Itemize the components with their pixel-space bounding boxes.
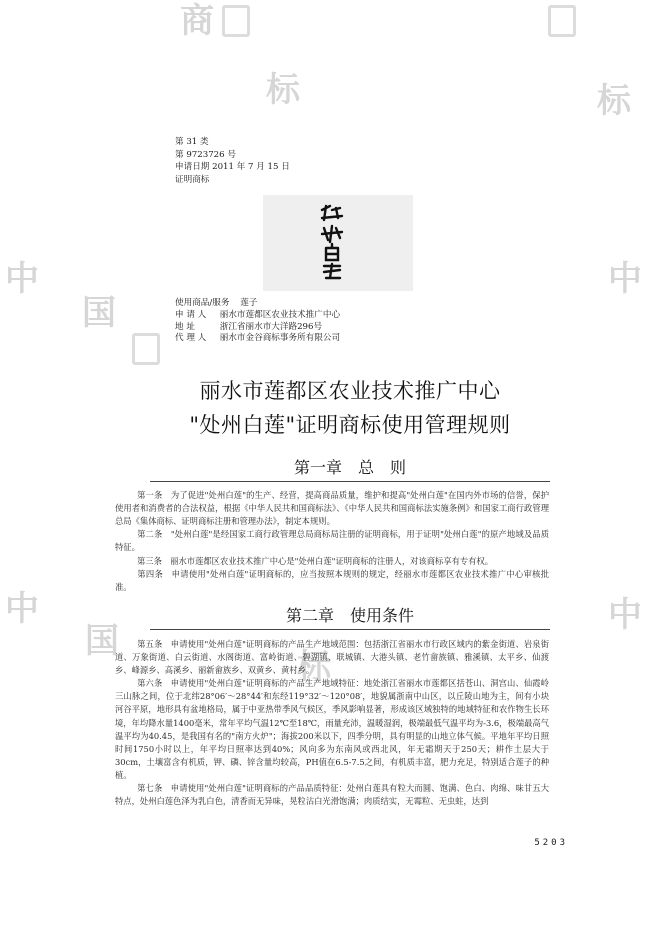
class-line: 第 31 类 — [175, 137, 209, 147]
chapter1-article4-text: 第四条 申请使用"处州白莲"证明商标的，应当按照本规则的规定，经丽水市莲都区农业技术推广中心审核批准。 — [115, 569, 549, 593]
chapter2-article7-text: 第七条 申请使用"处州白莲"证明商标的产品品质特征：处州白莲具有粒大而圆、饱满、色白、肉绵、味甘五大特点，处州白莲色泽为乳白色，清香而无异味，晃粒沾白光滑饱满；肉质结实，无霉粒、无虫蛀，达到 — [115, 783, 549, 807]
goods-key: 使用商品/服务 — [175, 298, 230, 308]
chapter1-rule — [150, 481, 550, 482]
chapter1-article1 — [115, 489, 549, 529]
watermark-biao: 标 — [266, 70, 300, 110]
chapter2-article5 — [115, 638, 549, 678]
application-date: 申请日期 2011 年 7 月 15 日 — [175, 162, 290, 173]
chapter1-heading — [150, 455, 550, 478]
chapter1-article3 — [115, 555, 549, 568]
chapter1-article1-text: 第一条 为了促进"处州白莲"的生产、经营，提高商品质量，维护和提高"处州白莲"在国内外市场的信誉，保护使用者和消费者的合法权益，根据《中华人民共和国商标法》、《中华人民共和国商标法实施条例》和国家工商行政管理总局《集体商标、证明商标注册和管理办法》，制定本规则。 — [115, 490, 549, 527]
chapter2-article6-text: 第六条 申请使用"处州白莲"证明商标的产品生产地域特征：地处浙江省丽水市莲都区括苍山、洞宫山、仙霞岭三山脉之间，位于北纬28°06′～28°44′和东经119°32′～120°08′，地貌属浙南中山区，以丘陵山地为主，间有小块河谷平原，地形具有盆地格局，属于中亚热带季风气候区，季风影响显著，形成该区域独特的地域特征和农作物生长环境，年均降水量1400毫米，常年平均气温12℃至18℃，雨量充沛，温暖湿润，极端最低气温平均为-3.6，极端最高气温平均为40.45，是我国有名的"南方火炉"；海拔200米以下，四季分明，具有明显的山地立体气候。平地年平均日照时间1750小时以上，年平均日照率达到40%；风向多为东南风或西北风，年无霜期天于250天；耕作土层大于30cm，土壤富含有机质，钾、磷、锌含量均较高，PH值在6.5-7.5之间，有机质丰富，肥力充足，特别适合莲子的种植。 — [115, 678, 549, 781]
applicant-line — [175, 310, 340, 322]
applicant-value: 丽水市莲都区农业技术推广中心 — [219, 309, 341, 320]
chapter1-article2 — [115, 528, 549, 554]
chapter2-heading — [150, 603, 550, 626]
address-value: 浙江省丽水市大洋路296号 — [219, 321, 323, 332]
chapter2-article7 — [115, 782, 549, 808]
registration-meta — [175, 136, 290, 187]
applicant-key: 申 请 人 — [175, 309, 207, 320]
agent-value: 丽水市金谷商标事务所有限公司 — [219, 333, 341, 344]
watermark-guo: 国 — [85, 621, 119, 661]
watermark-biao: 标 — [297, 647, 331, 687]
page-number: 5203 — [534, 838, 568, 848]
document-title-line1: 丽水市莲都区农业技术推广中心 — [199, 379, 501, 403]
watermark-biao: 标 — [597, 81, 631, 121]
chapter1-article4 — [115, 568, 549, 594]
chapter2-article5-text: 第五条 申请使用"处州白莲"证明商标的产品生产地域范围：包括浙江省丽水市行政区域内的紫金街道、岩泉街道、万象街道、白云街道、水阁街道、富岭街道、碧湖镇、联城镇、大港头镇、老竹畲族镇、雅溪镇、太平乡、仙渡乡、峰源乡、高溪乡、丽新畲族乡、双黄乡、黄村乡。 — [115, 639, 549, 676]
address-line — [175, 322, 340, 334]
watermark-zhong: 中 — [5, 589, 39, 629]
chapter1-article3-text: 第三条 丽水市莲都区农业技术推广中心是"处州白莲"证明商标的注册人，对该商标享有专有权。 — [137, 556, 494, 566]
address-key: 地 址 — [175, 321, 195, 332]
watermark-box — [222, 5, 250, 37]
watermark-box — [548, 5, 576, 37]
chapter1-heading-text: 第一章 总 则 — [293, 458, 406, 477]
watermark-box — [132, 333, 160, 365]
watermark-guo: 国 — [82, 293, 116, 333]
chapter2-rule — [150, 629, 550, 630]
document-title-line2: "处州白莲"证明商标使用管理规则 — [189, 413, 511, 437]
chapter2-heading-text: 第二章 使用条件 — [285, 606, 414, 625]
trademark-type: 证明商标 — [175, 175, 210, 186]
trademark-calligraphy — [318, 202, 346, 282]
watermark-shang: 商 — [180, 1, 214, 41]
watermark-zhong: 中 — [5, 259, 39, 299]
chapter2-article6 — [115, 677, 549, 783]
agent-line — [175, 333, 340, 345]
watermark-zhong: 中 — [608, 259, 642, 299]
goods-value: 莲子 — [240, 298, 258, 308]
registration-number: 第 9723726 号 — [175, 149, 236, 160]
watermark-zhong: 中 — [608, 595, 642, 635]
agent-key: 代 理 人 — [175, 333, 207, 344]
chapter1-article2-text: 第二条 "处州白莲"是经国家工商行政管理总局商标局注册的证明商标，用于证明"处州白莲"的原产地域及品质特征。 — [115, 529, 549, 553]
applicant-details — [175, 298, 340, 345]
goods-line — [175, 298, 340, 310]
